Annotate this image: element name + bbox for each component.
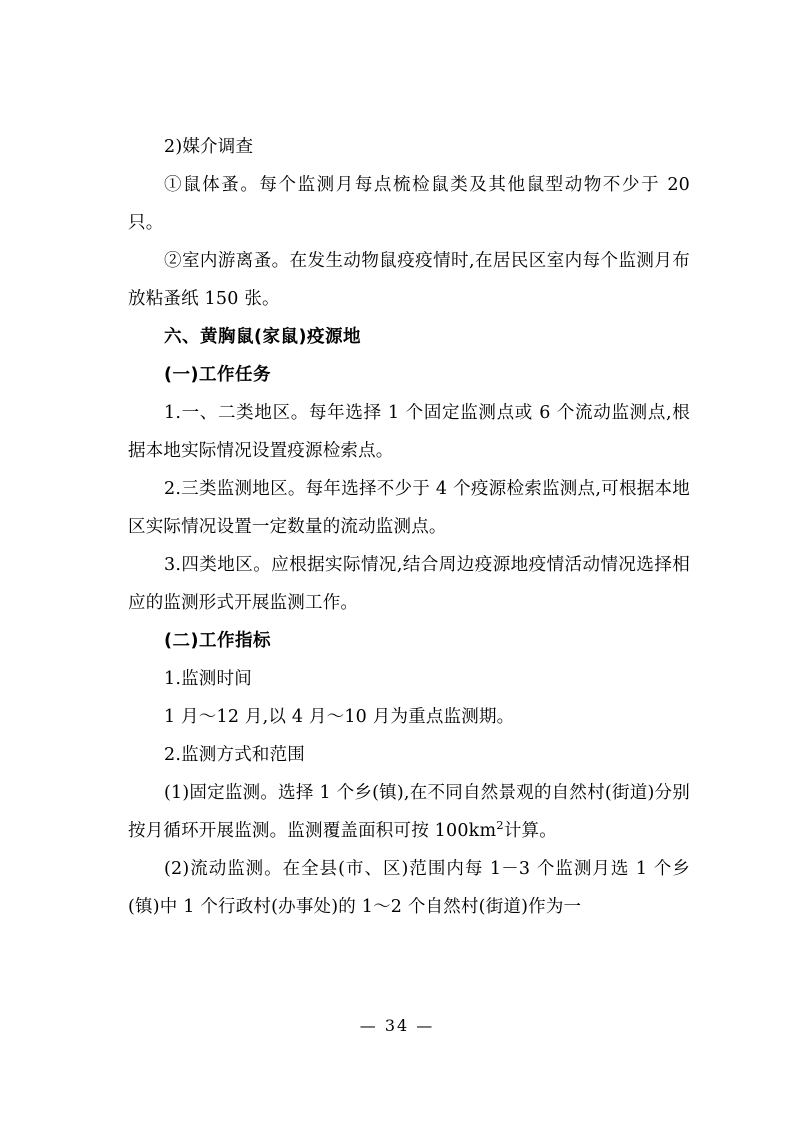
paragraph-monitoring-method-title: 2.监测方式和范围 — [164, 745, 305, 765]
paragraph-area-class-three: 2.三类监测地区。每年选择不少于 4 个疫源检索监测点,可根据本地区实际情况设置一定数量的流动监测点。 — [128, 479, 690, 537]
paragraph-rodent-flea: ①鼠体蚤。每个监测月每点梳检鼠类及其他鼠型动物不少于 20 只。 — [128, 175, 690, 233]
paragraph-media-survey-title: 2)媒介调查 — [164, 137, 254, 157]
section-heading-six: 六、黄胸鼠(家鼠)疫源地 — [164, 327, 361, 347]
paragraph-monitoring-time-title: 1.监测时间 — [164, 669, 252, 689]
paragraph-monitoring-time-detail: 1 月～12 月,以 4 月～10 月为重点监测期。 — [164, 707, 515, 727]
paragraph-indoor-free-flea: ②室内游离蚤。在发生动物鼠疫疫情时,在居民区室内每个监测月布放粘蚤纸 150 张。 — [128, 251, 690, 309]
paragraph-area-class-one-two: 1.一、二类地区。每年选择 1 个固定监测点或 6 个流动监测点,根据本地实际情况设置疫源检索点。 — [128, 403, 690, 461]
paragraph-fixed-monitoring: (1)固定监测。选择 1 个乡(镇),在不同自然景观的自然村(街道)分别按月循环开展监测。监测覆盖面积可按 $100km^2$计算。 — [128, 783, 690, 841]
subsection-heading-work-indicators: (二)工作指标 — [164, 631, 271, 651]
paragraph-mobile-monitoring: (2)流动监测。在全县(市、区)范围内每 1－3 个监测月选 1 个乡(镇)中 1 个行政村(办事处)的 1～2 个自然村(街道)作为一 — [128, 859, 690, 917]
paragraph-area-class-four: 3.四类地区。应根据实际情况,结合周边疫源地疫情活动情况选择相应的监测形式开展监测工作。 — [128, 555, 690, 613]
subsection-heading-work-tasks: (一)工作任务 — [164, 365, 271, 385]
page-number: — 34 — — [359, 1016, 435, 1035]
document-body — [128, 128, 690, 926]
